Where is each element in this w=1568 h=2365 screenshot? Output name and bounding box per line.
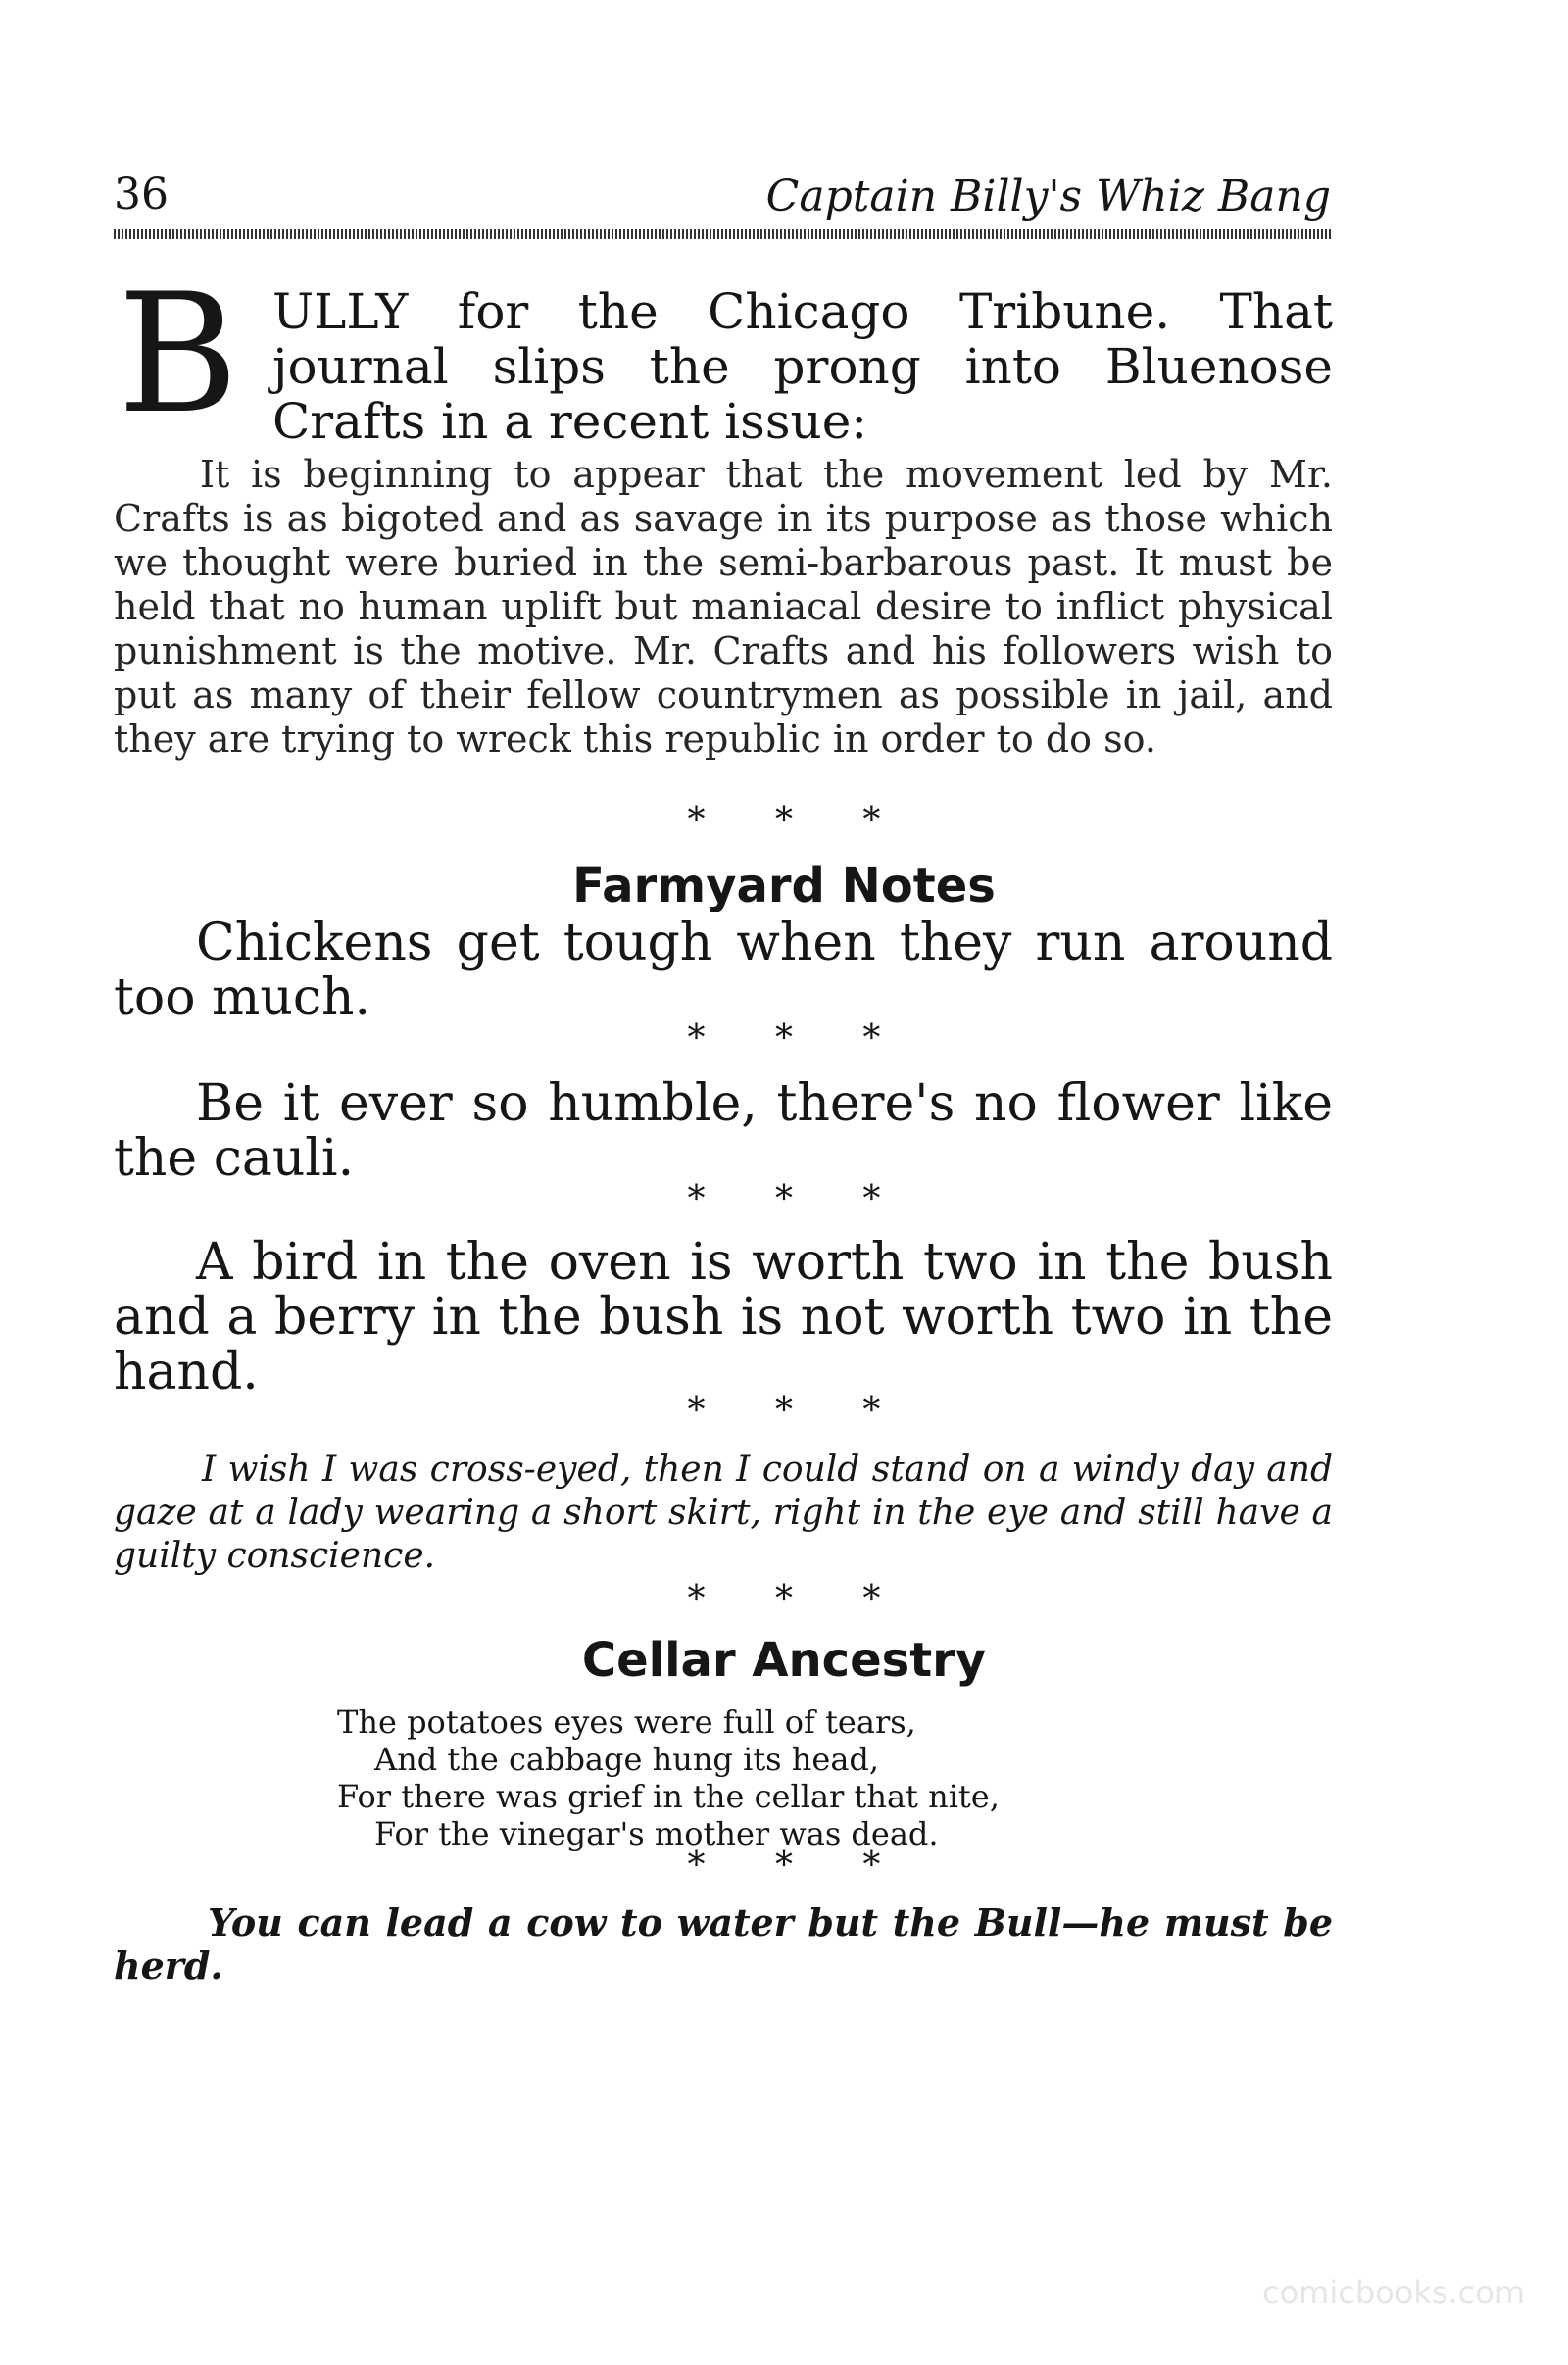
page-header [114,171,1331,229]
running-title: Captain Billy's Whiz Bang [765,172,1331,222]
separator: * * * [687,1179,910,1219]
farmyard-item [114,1235,1333,1400]
farmyard-item-text: A bird in the oven is worth two in the bush and a berry in the bush is not worth two in the hand. [114,1233,1333,1402]
intro-line: ULLY for the Chicago Tribune. That [272,283,1333,340]
separator: * * * [687,801,910,841]
cellar-poem [337,1703,1219,1852]
cellar-heading: Cellar Ancestry [581,1633,987,1688]
farmyard-item-text: Chickens get tough when they run around too much. [114,913,1333,1027]
poem-line: The potatoes eyes were full of tears, [337,1703,916,1741]
intro-paragraph [272,284,1333,449]
watermark: comicbooks.com [1261,2274,1525,2311]
page-number: 36 [114,170,169,220]
quote-text: It is beginning to appear that the movement led by Mr. Crafts is as bigoted and as savage in its purpose as those which we thought were buried in the semi-barbarous past. It must be held that no human uplift but maniacal desire to inflict physical punishment is the motive. Mr. Crafts and his followers wish to put as many of their fellow countrymen as possible in jail, and they are trying to wreck this republic in order to do so. [114,453,1333,761]
poem-line: For the vinegar's mother was dead. [374,1815,939,1852]
poem-line: And the cabbage hung its head, [374,1741,880,1778]
separator: * * * [687,1018,910,1059]
header-rule [114,229,1331,239]
closing-text: You can lead a cow to water but the Bull—he must be herd. [114,1900,1333,1988]
separator: * * * [687,1846,910,1886]
poem-line: For there was grief in the cellar that nite, [337,1778,1000,1815]
drop-cap: B [118,258,239,450]
farmyard-item-text: Be it ever so humble, there's no flower like the cauli. [114,1074,1333,1188]
farmyard-item [114,915,1333,1025]
closing-paragraph [114,1901,1333,1988]
farmyard-heading: Farmyard Notes [572,859,996,913]
separator: * * * [687,1579,910,1619]
intro-line: journal slips the prong into Bluenose [272,338,1333,395]
farmyard-item [114,1076,1333,1186]
quip-paragraph [114,1449,1333,1578]
intro-line: Crafts in a recent issue: [272,393,868,450]
tribune-quote [114,453,1333,762]
separator: * * * [687,1391,910,1431]
quip-text: I wish I was cross-eyed, then I could stand on a windy day and gaze at a lady wearing a short skirt, right in the eye and still have a guilty conscience. [114,1450,1333,1576]
